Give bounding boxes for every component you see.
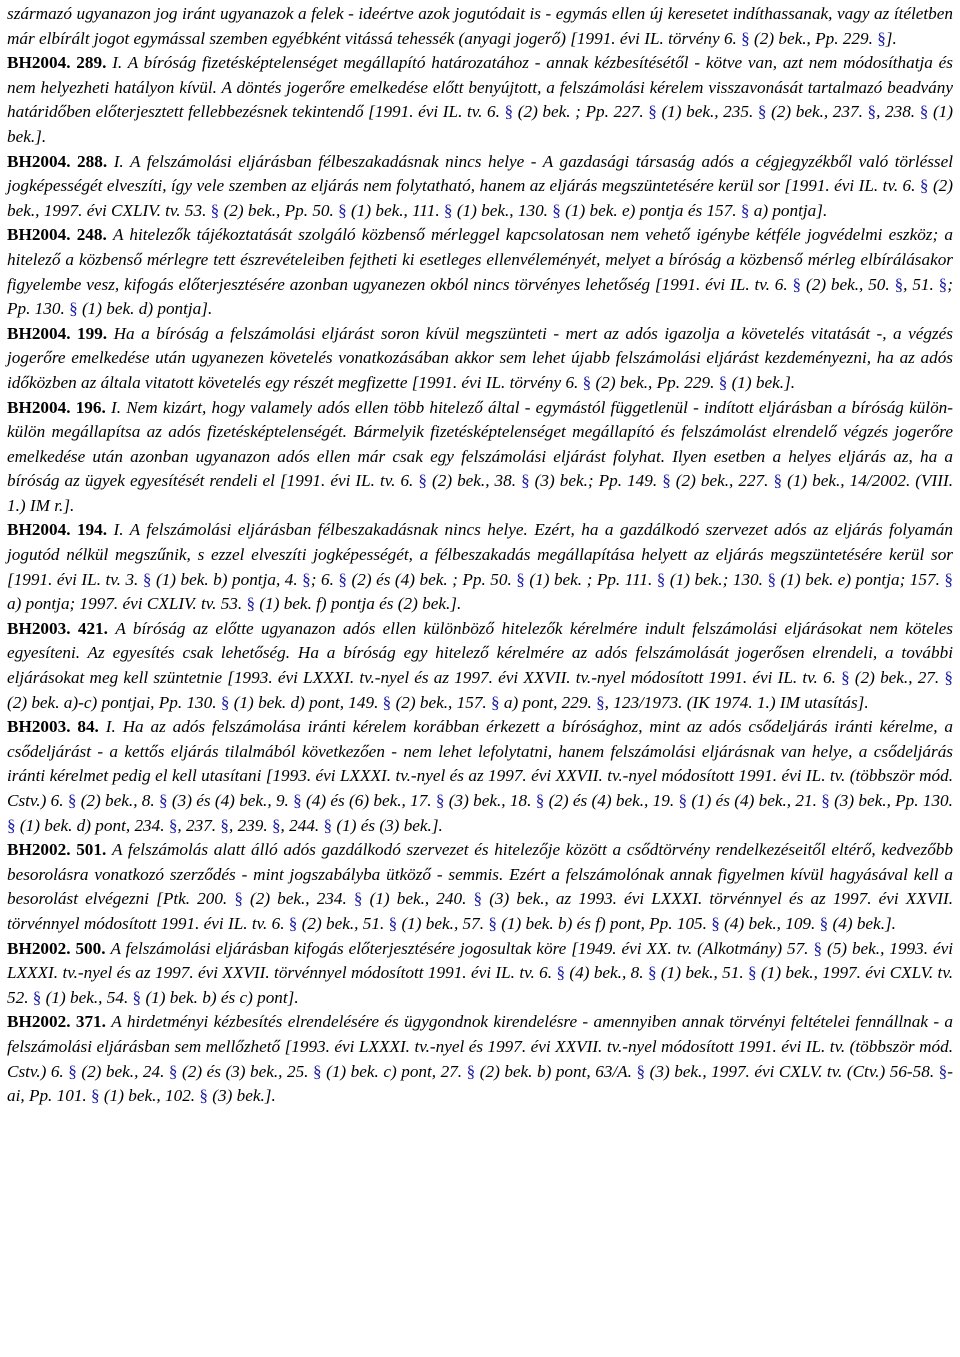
text-segment: (4) és (6) bek., 17. — [301, 791, 436, 810]
section-link[interactable]: § — [234, 889, 243, 909]
text-segment: származó ugyanazon jog iránt ugyanazok a felek - ideértve azok jogutódait is - egymás ellen új keresetet indíthassanak, vagy az ítéletben már elbírált jogot egymással szemben egyébként vitássá tehessék (anyagi jogerő) [1991. évi IL. törvény 6. — [7, 4, 953, 48]
decision-text — [7, 520, 953, 613]
text-segment: (1) bek. e) pontja; 157. — [776, 569, 945, 589]
decision-text — [7, 939, 953, 1007]
section-link[interactable]: § — [473, 889, 483, 909]
decision-text — [7, 1012, 953, 1105]
text-segment: (1) bek. b) és f) pont, Pp. 105. — [496, 913, 712, 933]
decision-entry — [7, 150, 953, 224]
text-segment: I. Nem kizárt, hogy valamely adós ellen több hitelező által - egymástól függetlenül - indított eljárásban a bíróság külön-külön megállapítsa az adós fizetésképtelenségét. Bármelyik fizetésképtelenséget megállapító és felszámolást elrendelő végzés jogerőre emelkedése után azonban ugyanazon adós ellen már csak egy felszámolási eljárást folyhat. Ilyen esetben a helyes eljárás az, ha a bíróság az ügyek egyesítését rendeli el [1991. évi IL. tv. 6. — [7, 397, 953, 491]
decision-text — [7, 398, 953, 515]
text-segment: ; Pp. 130. — [7, 274, 953, 319]
section-link[interactable]: § — [323, 815, 333, 835]
section-link[interactable]: § — [199, 1086, 208, 1106]
text-segment: (2) bek., 24. — [76, 1061, 169, 1081]
section-link[interactable]: § — [288, 913, 298, 933]
section-link[interactable]: § — [293, 791, 302, 810]
text-segment: (1) bek. d) pont, 234. — [15, 815, 169, 835]
section-link[interactable]: § — [938, 274, 948, 294]
decision-entry — [7, 937, 953, 1011]
section-link[interactable]: § — [596, 692, 605, 712]
section-link[interactable]: § — [535, 791, 545, 810]
section-link[interactable]: § — [220, 815, 229, 835]
decision-entry — [7, 51, 953, 149]
text-segment: I. A felszámolási eljárásban félbeszakadásnak nincs helye. Ezért, ha a gazdálkodó szervezet adós az eljárás folyamán jogutód nélkül megszűnik, s ezzel elveszíti jogképességét, a félbeszakadás megállapítása helyett az eljárás megszüntetésére kerül sor [1991. évi IL. tv. 3. — [7, 520, 953, 589]
decision-entry — [7, 2, 953, 51]
text-segment: (3) bek., Pp. 130. — [829, 791, 953, 810]
decision-entry — [7, 617, 953, 715]
text-segment: (2) bek., Pp. 229. — [749, 28, 878, 48]
text-segment: (3) és (4) bek., 9. — [167, 791, 294, 810]
text-segment: , 238. — [876, 102, 920, 122]
section-link[interactable]: § — [69, 299, 78, 319]
decision-entry — [7, 223, 953, 321]
text-segment: I. A felszámolási eljárásban félbeszakadásnak nincs helye - A gazdasági társaság adós a cégjegyzékből való törléssel jogképességét elveszíti, így vele szemben az eljárás nem folytatható, hanem az eljárás megszüntetésére kerül sor [1991. évi IL. tv. 6. — [7, 151, 953, 196]
section-link[interactable]: § — [142, 569, 152, 589]
section-link[interactable]: § — [938, 1061, 948, 1081]
decision-entry — [7, 518, 953, 616]
text-segment: (2) bek., 237. — [766, 102, 868, 122]
decision-entry — [7, 715, 953, 838]
section-link[interactable]: § — [32, 987, 42, 1007]
text-segment: (1) bek., 14/2002. (VIII. 1.) IM r.]. — [7, 471, 953, 515]
text-segment: (1) bek.]. — [7, 102, 953, 146]
decision-reference: BH2004. 196. — [7, 397, 106, 417]
section-link[interactable]: § — [7, 815, 16, 835]
section-link[interactable]: § — [894, 274, 904, 294]
section-link[interactable]: § — [67, 791, 77, 810]
text-segment: a) pontja]. — [749, 200, 828, 220]
text-segment: -ai, Pp. 101. — [7, 1061, 953, 1106]
text-segment: (4) bek., 109. — [719, 913, 820, 933]
text-segment: (2) bek., Pp. 50. — [219, 200, 339, 220]
text-segment: (1) bek., 111. — [346, 200, 444, 220]
section-link[interactable]: § — [662, 471, 671, 491]
text-segment: (4) bek., 8. — [565, 963, 648, 983]
text-segment: (1) bek. e) pontja és 157. — [560, 200, 741, 220]
text-segment: A felszámolás alatt álló adós gazdálkodó szervezet és hitelezője között a csődtörvény rendelkezéseitől eltérő, kedvezőbb besorolásra vonatkozó szerződés - mint jogszabályba ütköző - semmis. Ezért a felszámolónak annak figyelmen kívül hagyásával kell a besorolást elvégezni [Ptk. 200. — [7, 840, 953, 909]
section-link[interactable]: § — [819, 913, 829, 933]
decision-entry — [7, 1010, 953, 1108]
decision-entry — [7, 396, 953, 519]
text-segment: ; 6. — [310, 569, 339, 589]
decision-text — [7, 840, 953, 933]
section-link[interactable]: § — [767, 569, 777, 589]
decision-text — [7, 619, 953, 712]
section-link[interactable]: § — [159, 791, 168, 810]
decision-reference: BH2004. 199. — [7, 323, 108, 343]
text-segment: (1) bek. ; Pp. 111. — [524, 569, 657, 589]
section-link[interactable]: § — [841, 668, 850, 688]
decision-reference: BH2002. 500. — [7, 938, 106, 958]
text-segment: (2) és (4) bek., 19. — [544, 791, 679, 810]
text-segment: (1) bek. b) és c) pont]. — [141, 987, 299, 1007]
text-segment: (1) bek., 51. — [656, 963, 749, 983]
text-segment: (1) bek., 1997. évi CXLV. tv. 52. — [7, 963, 953, 1007]
text-segment: (2) bek., 38. — [426, 471, 522, 491]
section-link[interactable]: § — [919, 176, 929, 196]
section-link[interactable]: § — [338, 569, 348, 589]
text-segment: (3) bek., 18. — [444, 791, 536, 810]
section-link[interactable]: § — [636, 1061, 646, 1081]
section-link[interactable]: § — [757, 102, 767, 122]
section-link[interactable]: § — [168, 815, 178, 835]
decision-reference: BH2004. 289. — [7, 53, 107, 73]
section-link[interactable]: § — [656, 569, 666, 589]
text-segment: (2) bek., 8. — [76, 791, 159, 810]
decision-entry — [7, 838, 953, 936]
text-segment: A bíróság az előtte ugyanazon adós ellen különböző hitelezők kérelmére indult felszámolási eljárásokat nem köteles egyesíteni. Az egyesítés csak lehetőség. Ha a bíróság egy hitelező kérelmére az adós felszámolását jogerősen elrendeli, a további eljárásokat meg kell szüntetnie [1993. évi LXXXI. tv.-nyel és az 1997. évi XXVII. tv.-nyel módosított 1991. évi IL. tv. 6. — [7, 618, 953, 688]
decision-text — [7, 4, 953, 48]
section-link[interactable]: § — [491, 692, 500, 712]
decision-reference: BH2004. 288. — [7, 151, 108, 171]
section-link[interactable]: § — [648, 102, 657, 122]
section-link[interactable]: § — [867, 102, 877, 122]
section-link[interactable]: § — [521, 471, 530, 491]
text-segment: (1) bek., 240. — [362, 889, 474, 909]
section-link[interactable]: § — [711, 913, 720, 933]
section-link[interactable]: § — [271, 815, 281, 835]
decision-text — [7, 53, 953, 146]
text-segment: (1) bek., 54. — [41, 987, 133, 1007]
section-link[interactable]: § — [246, 594, 256, 614]
section-link[interactable]: § — [132, 987, 142, 1007]
section-link[interactable]: § — [582, 372, 592, 392]
decision-text — [7, 152, 953, 220]
section-link[interactable]: § — [68, 1061, 77, 1081]
text-segment: a) pontja; 1997. évi CXLIV. tv. 53. — [7, 594, 247, 614]
text-segment: A hirdetményi kézbesítés elrendelésére és ügygondnok kirendelésre - amennyiben annak törvényi feltételei fennállnak - a felszámolási eljárásban sem mellőzhető [1993. évi LXXXI. tv.-nyel és 1997. évi XXVII. tv.-nyel módosított 1991. évi IL. tv. (többször mód. Cstv.) 6. — [7, 1012, 953, 1081]
section-link[interactable]: § — [210, 200, 220, 220]
section-link[interactable]: § — [353, 889, 363, 909]
decision-reference: BH2003. 421. — [7, 618, 108, 638]
text-segment: (3) bek.]. — [207, 1086, 276, 1106]
section-link[interactable]: § — [552, 200, 561, 220]
section-link[interactable]: § — [338, 200, 347, 220]
section-link[interactable]: § — [944, 569, 953, 589]
text-segment: (1) bek., 130. — [452, 200, 553, 220]
text-segment: (2) és (3) bek., 25. — [177, 1061, 313, 1081]
section-link[interactable]: § — [748, 963, 757, 983]
text-segment: , 123/1973. (IK 1974. 1.) IM utasítás]. — [604, 692, 869, 712]
section-link[interactable]: § — [813, 938, 823, 958]
section-link[interactable]: § — [168, 1061, 178, 1081]
section-link[interactable]: § — [418, 471, 427, 491]
section-link[interactable]: § — [488, 913, 497, 933]
text-segment: A felszámolási eljárásban kifogás előterjesztésére jogosultak köre [1949. évi XX. tv. (Alkotmány) 57. — [110, 938, 814, 958]
section-link[interactable]: § — [302, 569, 311, 589]
text-segment: (2) bek., 27. — [849, 668, 945, 688]
text-segment: (2) bek. ; Pp. 227. — [513, 102, 649, 122]
text-segment: , 237. — [177, 815, 221, 835]
section-link[interactable]: § — [877, 28, 886, 48]
text-segment: (1) és (3) bek.]. — [332, 815, 443, 835]
section-link[interactable]: § — [773, 471, 783, 491]
section-link[interactable]: § — [466, 1061, 476, 1081]
decision-reference: BH2004. 248. — [7, 225, 107, 245]
decision-reference: BH2002. 371. — [7, 1012, 106, 1032]
text-segment: (5) bek., 1993. évi LXXXI. tv.-nyel és az 1997. évi XXVII. törvénnyel módosított 1991. évi IL. tv. 6. — [7, 938, 953, 983]
section-link[interactable]: § — [944, 668, 953, 688]
text-segment: (1) bek.; 130. — [665, 569, 768, 589]
text-segment: (4) bek.]. — [828, 913, 896, 933]
section-link[interactable]: § — [388, 913, 398, 933]
section-link[interactable]: § — [741, 28, 750, 48]
text-segment: (1) bek. d) pontja]. — [77, 299, 213, 319]
text-segment: , 51. — [903, 274, 939, 294]
text-segment: (1) bek., 57. — [397, 913, 489, 933]
text-segment: (1) bek.]. — [727, 372, 796, 392]
text-segment: (2) bek., 1997. évi CXLIV. tv. 53. — [7, 176, 953, 220]
text-segment: (2) bek., 157. — [391, 692, 492, 712]
decision-text — [7, 324, 953, 392]
text-segment: (1) és (4) bek., 21. — [687, 791, 822, 810]
text-segment: (2) bek., 50. — [801, 274, 895, 294]
section-link[interactable]: § — [740, 200, 750, 220]
text-segment: , 239. — [228, 815, 272, 835]
section-link[interactable]: § — [647, 963, 657, 983]
decision-reference: BH2004. 194. — [7, 520, 108, 540]
text-segment: (1) bek., 102. — [99, 1086, 200, 1106]
section-link[interactable]: § — [91, 1086, 100, 1106]
decision-text — [7, 717, 953, 834]
section-link[interactable]: § — [443, 200, 453, 220]
decision-text — [7, 225, 953, 318]
text-segment: (1) bek. c) pont, 27. — [321, 1061, 467, 1081]
section-link[interactable]: § — [382, 692, 392, 712]
section-link[interactable]: § — [504, 102, 514, 122]
text-segment: (2) bek., 234. — [242, 889, 354, 909]
decision-reference: BH2002. 501. — [7, 840, 107, 860]
decision-entry — [7, 322, 953, 396]
text-segment: (1) bek. f) pontja és (2) bek.]. — [255, 594, 462, 614]
section-link[interactable]: § — [516, 569, 525, 589]
text-segment: A hitelezők tájékoztatását szolgáló közbenső mérleggel kapcsolatosan nem vehető igénybe kétféle jogvédelmi eszköz; a hitelező a közbenső mérlegre tett észrevételeiben fejtheti ki esetleges ellenvéleményét, melyet a bíróság a közbenső mérleg elbírálásakor figyelembe vesz, kifogás előterjesztésére azonban ugyanezen okból nincs törvényes lehetőség [1991. évi IL. tv. 6. — [7, 225, 954, 294]
text-segment: (1) bek. b) pontja, 4. — [151, 569, 303, 589]
text-segment: (2) bek., Pp. 229. — [591, 372, 719, 392]
text-segment: a) pont, 229. — [499, 692, 597, 712]
section-link[interactable]: § — [678, 791, 688, 810]
decision-reference: BH2003. 84. — [7, 717, 99, 737]
text-segment: (2) bek. b) pont, 63/A. — [475, 1061, 637, 1081]
text-segment: (1) bek., 235. — [656, 102, 758, 122]
section-link[interactable]: § — [919, 102, 929, 122]
text-segment: (2) bek., 51. — [297, 913, 389, 933]
text-segment: (2) bek. a)-c) pontjai, Pp. 130. — [7, 692, 221, 712]
section-link[interactable]: § — [435, 791, 445, 810]
text-segment: (2) és (4) bek. ; Pp. 50. — [347, 569, 517, 589]
text-segment: ]. — [885, 28, 897, 48]
section-link[interactable]: § — [556, 963, 566, 983]
text-segment: I. A bíróság fizetésképtelenséget megállapító határozatához - annak kézbesítésétől - kötve van, azt nem módosíthatja és nem helyezheti hatályon kívül. A döntés jogerőre emelkedése előtt benyújtott, a felszámolási kérelem visszavonását tartalmazó beadvány határidőben előterjesztett fellebbezésnek tekintendő [1991. évi IL. tv. 6. — [7, 53, 953, 122]
text-segment: I. Ha az adós felszámolása iránti kérelem korábban érkezett a bírósághoz, mint az adós csődeljárás iránti kérelme, a csődeljárást - a kettős eljárás tilalmából következően - nem lehet lefolytatni, hanem felszámolási eljárásnak van helye, a csődeljárás iránti kérelmet pedig el kell utasítani [1993. évi LXXXI. tv.-nyel és az 1997. évi XXVII. tv.-nyel módosított 1991. évi IL. tv. (többször mód. Cstv.) 6. — [7, 717, 954, 810]
text-segment: , 244. — [280, 815, 324, 835]
text-segment: Ha a bíróság a felszámolási eljárást soron kívül megszünteti - mert az adós igazolja a követelés vitatását -, a végzés jogerőre emelkedése után ugyanezen követelés vonatkozásában akkor sem lehet újabb felszámolási eljárást kezdeményezni, ha az adós időközben az általa vitatott követelés egy részét megfizette [1991. évi IL. törvény 6. — [7, 323, 953, 392]
text-segment: (2) bek., 227. — [670, 471, 774, 491]
text-segment: (3) bek., az 1993. évi LXXXI. törvénnyel és az 1997. évi XXVII. törvénnyel módosított 1991. évi IL. tv. 6. — [7, 889, 953, 933]
section-link[interactable]: § — [220, 692, 230, 712]
section-link[interactable]: § — [718, 372, 728, 392]
text-segment: (3) bek., 1997. évi CXLV. tv. (Ctv.) 56-58. — [645, 1061, 939, 1081]
section-link[interactable]: § — [792, 274, 802, 294]
section-link[interactable]: § — [313, 1061, 322, 1081]
text-segment: (1) bek. d) pont, 149. — [229, 692, 383, 712]
section-link[interactable]: § — [821, 791, 830, 810]
text-segment: (3) bek.; Pp. 149. — [529, 471, 663, 491]
